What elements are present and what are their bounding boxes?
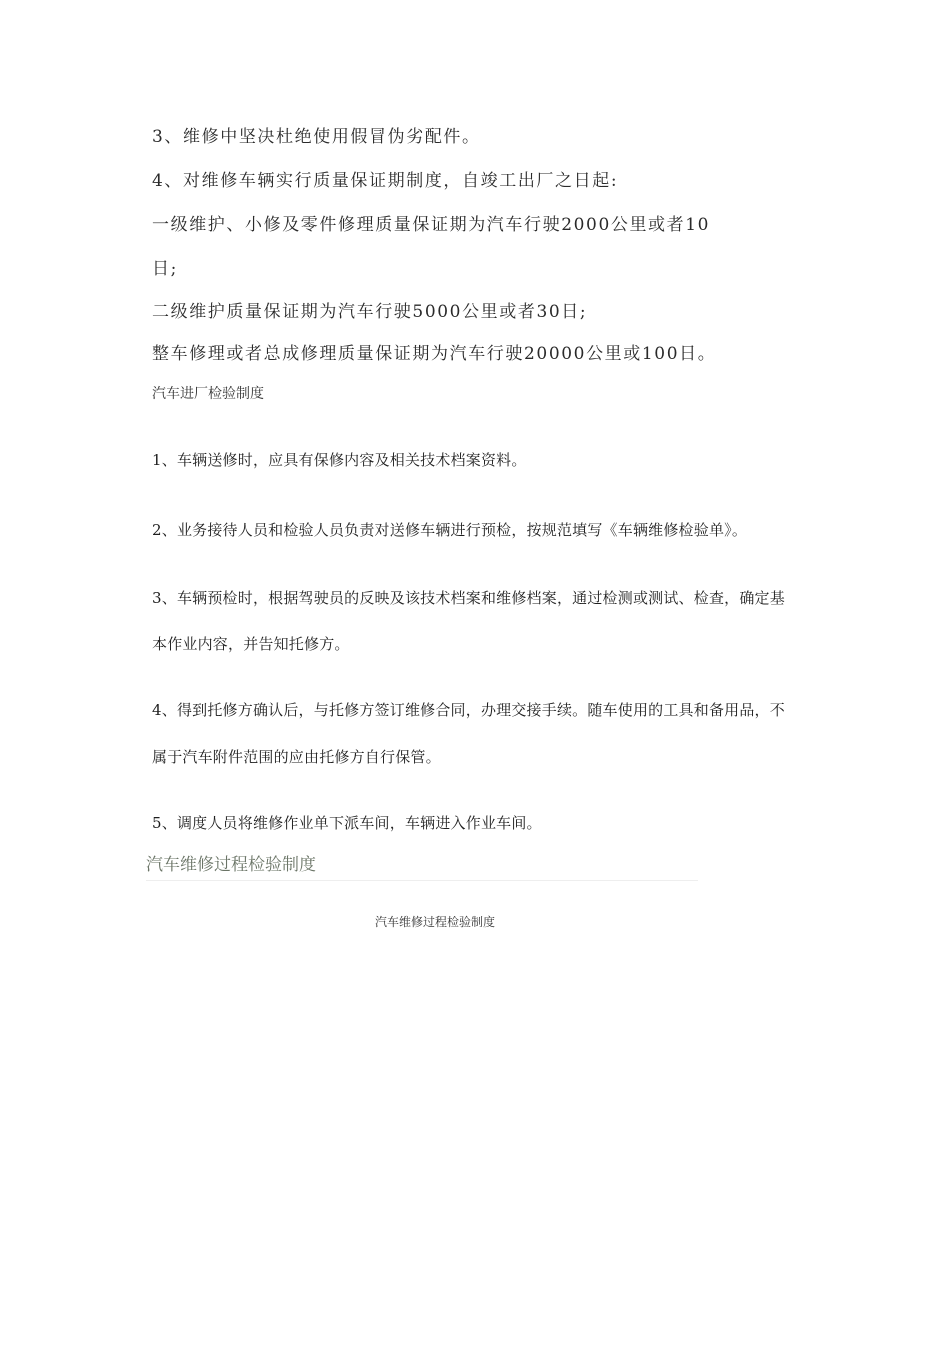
warranty-level1-cont-line: 日;	[152, 259, 178, 279]
intake-item-4: 4、得到托修方确认后，与托修方签订维修合同，办理交接手续。随车使用的工具和备用品，不	[152, 701, 785, 719]
section-title-intake-inspection: 汽车进厂检验制度	[152, 386, 264, 402]
intake-item-3-cont: 本作业内容，并告知托修方。	[152, 635, 350, 653]
rule-4-line: 4、对维修车辆实行质量保证期制度，自竣工出厂之日起:	[152, 171, 619, 191]
intake-item-4-cont: 属于汽车附件范围的应由托修方自行保管。	[152, 748, 441, 766]
intake-item-1: 1、车辆送修时，应具有保修内容及相关技术档案资料。	[152, 451, 527, 469]
intake-item-2: 2、业务接待人员和检验人员负责对送修车辆进行预检，按规范填写《车辆维修检验单》。	[152, 521, 748, 539]
section-divider	[146, 880, 698, 881]
intake-item-3: 3、车辆预检时，根据驾驶员的反映及该技术档案和维修档案，通过检测或测试、检查，确定基	[152, 589, 785, 607]
warranty-overhaul-line: 整车修理或者总成修理质量保证期为汽车行驶20000公里或100日。	[152, 344, 717, 364]
rule-3-line: 3、维修中坚决杜绝使用假冒伪劣配件。	[152, 127, 481, 147]
warranty-level2-line: 二级维护质量保证期为汽车行驶5000公里或者30日;	[152, 302, 588, 322]
section-title-process-inspection: 汽车维修过程检验制度	[146, 855, 316, 875]
section-caption: 汽车维修过程检验制度	[374, 915, 495, 929]
intake-item-5: 5、调度人员将维修作业单下派车间，车辆进入作业车间。	[152, 814, 542, 832]
warranty-level1-line: 一级维护、小修及零件修理质量保证期为汽车行驶2000公里或者10	[152, 215, 711, 235]
